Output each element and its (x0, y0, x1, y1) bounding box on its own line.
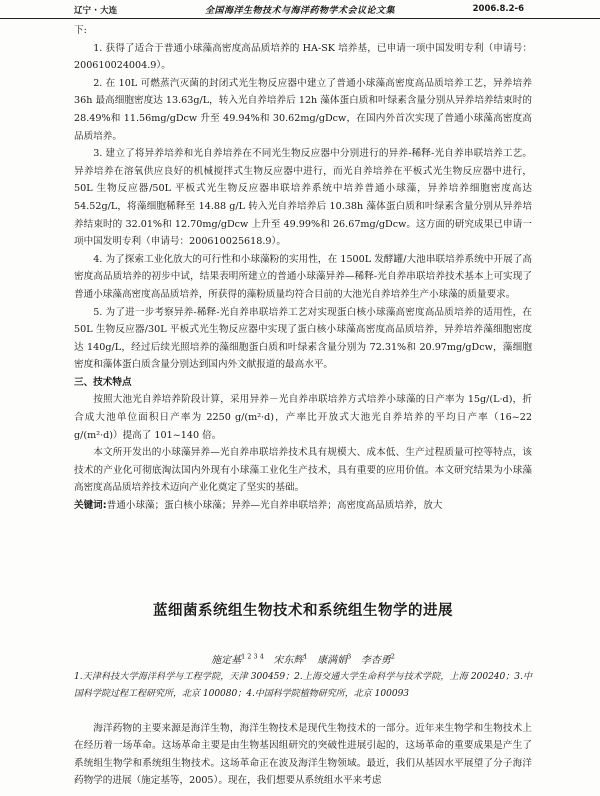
author-affiliation-marks: 2 (390, 652, 395, 661)
author-name: 康满娟 (317, 655, 348, 666)
result-item-2: 2. 在 10L 可燃蒸汽灭菌的封闭式光生物反应器中建立了普通小球藻高密度高品质培养工艺，异养培养 36h 最高细胞密度达 13.63g/L，转入光自养培养后 12h 藻体蛋白质和叶绿素含量分别从异养培养结束时的 28.49%和 11.56mg/gDcw 升至 49.94%和 30.62mg/gDcw，在国内外首次实现了普通小球藻高密度高品质培养。 (74, 77, 532, 142)
result-item-1: 1. 获得了适合于普通小球藻高密度高品质培养的 HA-SK 培养基，已申请一项中国发明专利（申请号：200610024004.9）。 (74, 42, 532, 72)
author-list (74, 651, 532, 666)
author-name: 施定基 (211, 655, 242, 666)
section-heading-features: 三、技术特点 (74, 376, 132, 388)
author-affiliation-marks: 1 2 3 4 (241, 652, 264, 661)
main-body-text (74, 22, 532, 515)
keywords-label: 关键词: (74, 500, 107, 512)
keywords-line (74, 497, 532, 515)
running-head-proceedings-title: 全国海洋生物技术与海洋药物学术会议论文集 (204, 6, 395, 16)
author-affiliation-marks: 3 (347, 652, 352, 661)
result-item-5: 5. 为了进一步考察异养-稀释-光自养串联培养工艺对实现蛋白核小球藻高密度高品质培养的适用性，在 50L 生物反应器/30L 平板式光生物反应器中实现了蛋白核小球藻高密度高品质培养，异养培养藻细胞密度达 140g/L，经过后续光照培养的藻细胞蛋白质和叶绿素含量分别为 72.31%和 20.97mg/gDcw，藻细胞密度和藻体蛋白质含量分别达到国内外文献报道的最高水平。 (74, 306, 532, 371)
article-intro-paragraph: 海洋药物的主要来源是海洋生物，海洋生物技术是现代生物技术的一部分。近年来生物学和生物技术上在经历着一场革命。这场革命主要是由生物基因组研究的突破性进展引起的，这场革命的重要成果是产生了系统组生物学和系统组生物技术。这场革命正在波及海洋生物领域。最近，我们从基因水平展望了分子海洋药物学的进展（施定基等，2005）。现在，我们想要从系统组水平来考虑 (74, 723, 532, 787)
keywords-text: 普通小球藻；蛋白核小球藻；异养—光自养串联培养；高密度高品质培养，放大 (106, 500, 443, 512)
author-affiliations: 1.天津科技大学海洋科学与工程学院，天津 300459；2.上海交通大学生命科学与技术学院，上海 200240；3.中国科学院过程工程研究所，北京 100080；4.中国科学院植物研究所，北京 100093 (74, 672, 532, 699)
result-item-4: 4. 为了探索工业化放大的可行性和小球藻粉的实用性，在 1500L 发酵罐/大池串联培养系统中开展了高密度高品质培养的初步中试，结果表明所建立的普通小球藻异养—稀释-光自养串联培养技术基本上可实现了普通小球藻高密度高品质培养，所获得的藻粉质量均符合目前的大池光自养培养生产小球藻的质量要求。 (74, 253, 532, 300)
features-paragraph-2: 本文所开发出的小球藻异养—光自养串联培养技术具有规模大、成本低、生产过程质量可控等特点，该技术的产业化可彻底淘汰国内外现有小球藻工业化生产技术，具有重要的应用价值。本文研究结果为小球藻高密度高品质培养技术迈向产业化奠定了坚实的基础。 (74, 447, 532, 494)
running-head-date: 2006.8.2-6 (472, 4, 524, 14)
result-item-3: 3. 建立了将异养培养和光自养培养在不同光生物反应器中分别进行的异养-稀释-光自养串联培养工艺。异养培养在溶氧供应良好的机械搅拌式生物反应器中进行，而光自养培养在平板式光生物反应器中进行，50L 生物反应器/50L 平板式光生物反应器串联培养系统中培养普通小球藻，异养培养细胞密度高达 54.52g/L，将藻细胞稀释至 14.88 g/L 转入光自养培养后 10.38h 藻体蛋白质和叶绿素含量分别从异养培养结束时的 32.01%和 12.70mg/gDcw 上升至 49.99%和 26.67mg/gDcw。这方面的研究成果已申请一项中国发明专利（申请号：200610025618.9）。 (74, 148, 532, 248)
running-head (0, 0, 600, 19)
continuation-text: 下: (74, 25, 87, 36)
author-name: 李杏勇 (360, 655, 391, 666)
features-paragraph-1: 按照大池光自养培养阶段计算，采用异养－光自养串联培养方式培养小球藻的日产率为 15g/(L·d)，折合成大池单位面积日产率为 2250 g/(m²·d)，产率比开放式大池光自养培养的平均日产率（16~22 g/(m²·d)）提高了 101~140 倍。 (74, 394, 532, 441)
article-title: 蓝细菌系统组生物技术和系统组生物学的进展 (153, 603, 453, 619)
author-affiliation-marks: 1 (303, 652, 308, 661)
author-name: 宋东辉 (273, 655, 304, 666)
running-head-location: 辽宁 · 大连 (74, 6, 118, 16)
